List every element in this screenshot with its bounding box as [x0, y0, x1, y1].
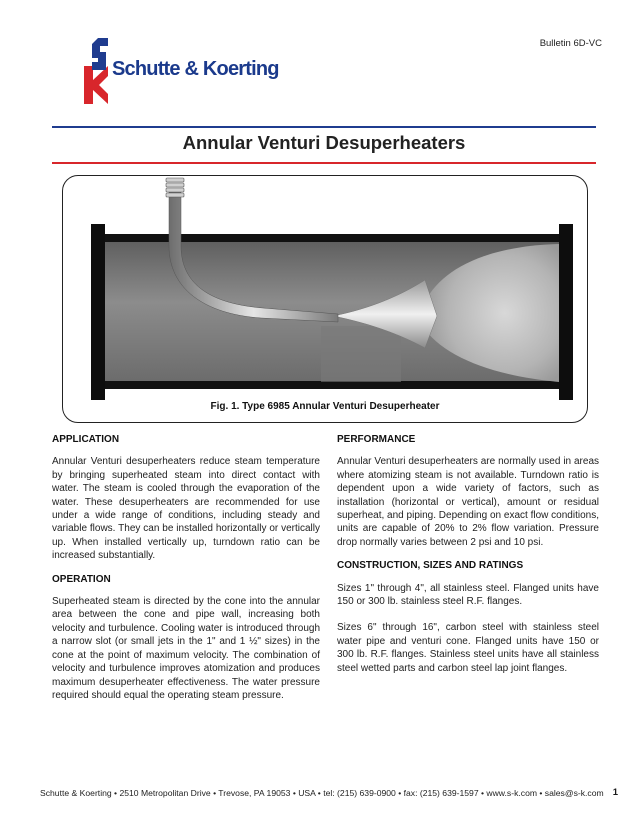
- pipe-bottom-wall: [99, 381, 573, 389]
- right-flange: [559, 224, 573, 400]
- operation-heading: OPERATION: [52, 573, 111, 585]
- construction-heading: CONSTRUCTION, SIZES AND RATINGS: [337, 560, 524, 572]
- page-title: Annular Venturi Desuperheaters: [182, 132, 466, 153]
- construction-text-small-sizes: Sizes 1" through 4", all stainless steel. Flanged units have 150 or 300 lb. stainless steel R.F. flanges.: [337, 582, 599, 608]
- figure-caption: Fig. 1. Type 6985 Annular Venturi Desuperheater: [210, 401, 440, 412]
- page-number: 1: [612, 787, 618, 798]
- operation-text: Superheated steam is directed by the cone into the annular area between the cone and pipe wall, increasing both velocity and turbulence. Cooling water is introduced through a narrow slot (or small jets in the 1" and 1 ½" sizes) in the cone at the point of maximum velocity. The combination of velocity and turbulence improves atomization and produces maximum desuperheater effectiveness. The water pressure required should equal the operating steam pressure.: [52, 596, 320, 701]
- right-column: [337, 433, 599, 675]
- performance-heading: PERFORMANCE: [337, 434, 416, 445]
- construction-text-large-sizes: Sizes 6" through 16", carbon steel with stainless steel water pipe and venturi cone. Flanged units have 150 or 300 lb. R.F. flanges. Stainless steel units have all stainless steel wetted parts and carbon steel lap joint flanges.: [337, 622, 599, 674]
- logo-mark: [84, 66, 108, 104]
- desuperheater-illustration: [63, 176, 587, 421]
- bulletin-number: Bulletin 6D-VC: [539, 38, 602, 49]
- footer-contact: Schutte & Koerting • 2510 Metropolitan Drive • Trevose, PA 19053 • USA • tel: (215) 639-0900 • fax: (215) 639-1597 • www.s-k.com • sales@s-k.com: [40, 788, 604, 798]
- header-rule-blue: [52, 126, 596, 128]
- logo-wordmark: Schutte & Koerting: [112, 58, 279, 80]
- header-rule-red: [52, 162, 596, 164]
- logo-s-mark: [92, 38, 108, 70]
- application-text: Annular Venturi desuperheaters reduce steam temperature by bringing superheated steam into direct contact with water. The steam is cooled through the evaporation of the water. These desuperheaters are recommended for use under a wide range of conditions, including steady and variable flows. They can be installed horizontally or vertically up. When installed vertically up, turndown ratio can be increased substantially.: [52, 456, 320, 562]
- left-flange: [91, 224, 105, 400]
- figure-frame: [62, 175, 588, 423]
- performance-text: Annular Venturi desuperheaters are normally used in areas where atomizing steam is not available. Turndown ratio is dependent upon a wide variety of factors, such as installation (horizontal or vertical), amount or residual superheat, and piping. Depending on exact flow conditions, units are capable of 20% to 2% flow variation. Pressure drop normally varies between 2 psi and 10 psi.: [337, 456, 599, 548]
- left-column: [52, 433, 320, 702]
- threaded-connector: [166, 178, 184, 197]
- application-heading: APPLICATION: [52, 434, 120, 445]
